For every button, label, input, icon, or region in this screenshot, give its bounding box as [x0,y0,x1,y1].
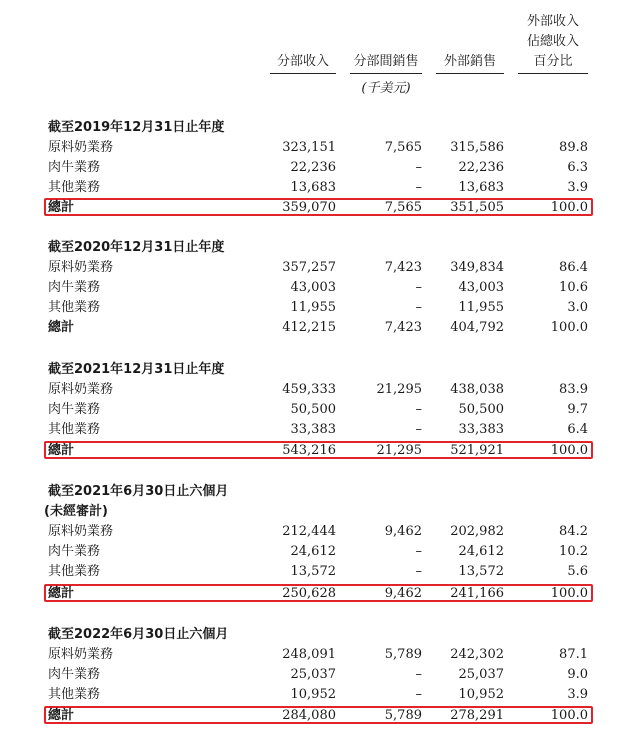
table-row [0,562,640,582]
row-label: 其他業務 [48,422,101,437]
section-subtitle: (未經審計) [44,504,108,519]
segment-revenue-value: 412,215 [282,320,336,335]
table-row [0,380,640,400]
total-label: 總計 [48,443,75,458]
table-row [0,645,640,665]
table-row [0,522,640,542]
external-sales-value: 24,612 [458,544,504,559]
pct-value: 3.9 [567,687,588,702]
header-pct-line3: 百分比 [533,54,573,69]
segment-revenue-value: 357,257 [282,260,336,275]
row-label: 肉牛業務 [48,160,101,175]
external-sales-value: 11,955 [458,300,504,315]
table-row [0,278,640,298]
pct-value: 100.0 [550,200,588,215]
pct-value: 89.8 [559,140,588,155]
pct-value: 9.0 [567,667,588,682]
intersegment-sales-value: – [415,667,422,682]
intersegment-sales-value: – [415,300,422,315]
table-row [0,400,640,420]
row-label: 其他業務 [48,300,101,315]
segment-revenue-value: 25,037 [290,667,336,682]
pct-value: 10.6 [559,280,588,295]
total-label: 總計 [48,200,75,215]
header-segment-revenue: 分部收入 [276,54,329,69]
total-label: 總計 [48,586,75,601]
segment-revenue-value: 33,383 [290,422,336,437]
intersegment-sales-value: 9,462 [384,586,422,601]
pct-value: 6.3 [567,160,588,175]
external-sales-value: 33,383 [458,422,504,437]
pct-value: 10.2 [559,544,588,559]
row-label: 肉牛業務 [48,544,101,559]
pct-value: 83.9 [559,382,588,397]
intersegment-sales-value: – [415,687,422,702]
row-label: 原料奶業務 [48,382,114,397]
section-title: 截至2019年12月31日止年度 [48,120,225,135]
section-title: 截至2021年6月30日止六個月 [48,484,229,499]
pct-value: 100.0 [550,708,588,723]
external-sales-value: 351,505 [450,200,504,215]
pct-value: 3.9 [567,180,588,195]
total-row [0,706,640,726]
intersegment-sales-value: 7,565 [384,200,422,215]
total-label: 總計 [48,708,75,723]
header-underline [350,73,422,74]
header-underline [518,73,588,74]
table-row [0,665,640,685]
external-sales-value: 241,166 [450,586,504,601]
header-pct-line2: 佔總收入 [526,34,579,49]
section-title: 截至2020年12月31日止年度 [48,240,225,255]
external-sales-value: 242,302 [450,647,504,662]
table-row [0,138,640,158]
pct-value: 86.4 [559,260,588,275]
total-row [0,198,640,218]
pct-value: 6.4 [567,422,588,437]
intersegment-sales-value: 5,789 [384,647,422,662]
external-sales-value: 202,982 [450,524,504,539]
table-row [0,420,640,440]
segment-revenue-value: 284,080 [282,708,336,723]
pct-value: 100.0 [550,443,588,458]
pct-value: 87.1 [559,647,588,662]
intersegment-sales-value: 9,462 [384,524,422,539]
intersegment-sales-value: – [415,544,422,559]
pct-value: 100.0 [550,586,588,601]
intersegment-sales-value: 5,789 [384,708,422,723]
row-label: 原料奶業務 [48,524,114,539]
pct-value: 9.7 [567,402,588,417]
pct-value: 3.0 [567,300,588,315]
external-sales-value: 278,291 [450,708,504,723]
row-label: 其他業務 [48,180,101,195]
table-row [0,178,640,198]
row-label: 其他業務 [48,564,101,579]
intersegment-sales-value: – [415,422,422,437]
table-row [0,258,640,278]
segment-revenue-value: 212,444 [282,524,336,539]
external-sales-value: 43,003 [458,280,504,295]
segment-revenue-value: 459,333 [282,382,336,397]
external-sales-value: 349,834 [450,260,504,275]
segment-revenue-value: 13,683 [290,180,336,195]
table-row [0,158,640,178]
external-sales-value: 438,038 [450,382,504,397]
intersegment-sales-value: 7,565 [384,140,422,155]
segment-revenue-value: 543,216 [282,443,336,458]
segment-revenue-value: 50,500 [290,402,336,417]
external-sales-value: 13,572 [458,564,504,579]
total-row [0,584,640,604]
intersegment-sales-value: – [415,180,422,195]
external-sales-value: 13,683 [458,180,504,195]
segment-revenue-value: 13,572 [290,564,336,579]
pct-value: 5.6 [567,564,588,579]
segment-revenue-value: 323,151 [282,140,336,155]
intersegment-sales-value: – [415,280,422,295]
total-label: 總計 [48,320,75,335]
pct-value: 84.2 [559,524,588,539]
row-label: 原料奶業務 [48,140,114,155]
table-row [0,298,640,318]
total-row [0,318,640,338]
intersegment-sales-value: 7,423 [384,260,422,275]
segment-revenue-value: 359,070 [282,200,336,215]
header-external-sales: 外部銷售 [443,54,496,69]
external-sales-value: 521,921 [450,443,504,458]
header-underline [270,73,336,74]
external-sales-value: 404,792 [450,320,504,335]
section-title: 截至2021年12月31日止年度 [48,362,225,377]
row-label: 原料奶業務 [48,647,114,662]
external-sales-value: 22,236 [458,160,504,175]
segment-revenue-value: 43,003 [290,280,336,295]
section-title: 截至2022年6月30日止六個月 [48,627,229,642]
table-row [0,542,640,562]
row-label: 肉牛業務 [48,667,101,682]
segment-revenue-value: 10,952 [290,687,336,702]
row-label: 其他業務 [48,687,101,702]
pct-value: 100.0 [550,320,588,335]
external-sales-value: 25,037 [458,667,504,682]
external-sales-value: 10,952 [458,687,504,702]
unit-label: (千美元) [361,81,411,96]
segment-revenue-value: 250,628 [282,586,336,601]
segment-revenue-value: 248,091 [282,647,336,662]
header-pct-line1: 外部收入 [526,14,579,29]
intersegment-sales-value: – [415,564,422,579]
header-intersegment-sales: 分部間銷售 [353,54,419,69]
row-label: 肉牛業務 [48,402,101,417]
table-row [0,685,640,705]
external-sales-value: 50,500 [458,402,504,417]
total-row [0,441,640,461]
row-label: 原料奶業務 [48,260,114,275]
intersegment-sales-value: – [415,160,422,175]
external-sales-value: 315,586 [450,140,504,155]
intersegment-sales-value: 21,295 [376,382,422,397]
intersegment-sales-value: 7,423 [384,320,422,335]
segment-revenue-value: 22,236 [290,160,336,175]
header-underline [436,73,504,74]
segment-revenue-value: 11,955 [290,300,336,315]
intersegment-sales-value: 21,295 [376,443,422,458]
row-label: 肉牛業務 [48,280,101,295]
segment-revenue-value: 24,612 [290,544,336,559]
intersegment-sales-value: – [415,402,422,417]
